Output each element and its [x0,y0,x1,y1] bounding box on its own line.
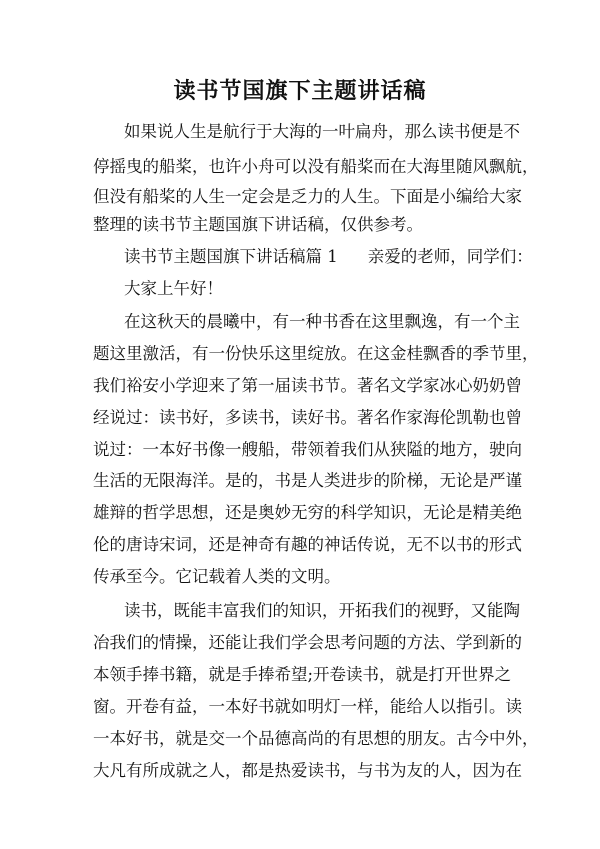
paragraph-line: 读书，既能丰富我们的知识，开拓我们的视野，又能陶 [124,601,520,620]
paragraph-line: 大凡有所成就之人，都是热爱读书，与书为友的人，因为在 [93,761,522,780]
section-heading-line [124,246,533,268]
paragraph-line: 我们裕安小学迎来了第一届读书节。著名文学家冰心奶奶曾 [93,376,522,395]
paragraph-line: 伦的唐诗宋词，还是神奇有趣的神话传说，无不以书的形式 [93,535,522,554]
salutation: 亲爱的老师，同学们： [367,247,533,266]
paragraph-line: 题这里激活，有一份快乐这里绽放。在这金桂飘香的季节里， [93,344,539,363]
paragraph-line: 经说过：读书好，多读书，读好书。著名作家海伦凯勒也曾 [93,408,522,427]
paragraph-line: 如果说人生是航行于大海的一叶扁舟，那么读书便是不 [124,122,520,141]
section-heading: 读书节主题国旗下讲话稿篇 1 [124,247,338,266]
paragraph-line: 说过：一本好书像一艘船，带领着我们从狭隘的地方，驶向 [93,440,522,459]
paragraph-line: 传承至今。它记载着人类的文明。 [93,567,341,586]
paragraph-line: 雄辩的哲学思想，还是奥妙无穷的科学知识，无论是精美绝 [93,503,522,522]
document-title: 读书节国旗下主题讲话稿 [173,78,427,104]
paragraph-line: 冶我们的情操，还能让我们学会思考问题的方法、学到新的 [93,633,522,652]
paragraph-line: 一本好书，就是交一个品德高尚的有思想的朋友。古今中外， [93,729,539,748]
paragraph-line: 窗。开卷有益，一本好书就如明灯一样，能给人以指引。读 [93,697,522,716]
greeting-line: 大家上午好！ [124,279,223,298]
paragraph-line: 停摇曳的船桨，也许小舟可以没有船桨而在大海里随风飘航， [93,157,539,176]
paragraph-line: 在这秋天的晨曦中，有一种书香在这里飘逸，有一个主 [124,312,520,331]
paragraph-line: 生活的无限海洋。是的，书是人类进步的阶梯，无论是严谨 [93,471,522,490]
paragraph-line: 本领手捧书籍，就是手捧希望;开卷读书，就是打开世界之 [93,665,512,684]
paragraph-line: 整理的读书节主题国旗下讲话稿，仅供参考。 [93,215,423,234]
paragraph-line: 但没有船桨的人生一定会是乏力的人生。下面是小编给大家 [93,187,522,206]
